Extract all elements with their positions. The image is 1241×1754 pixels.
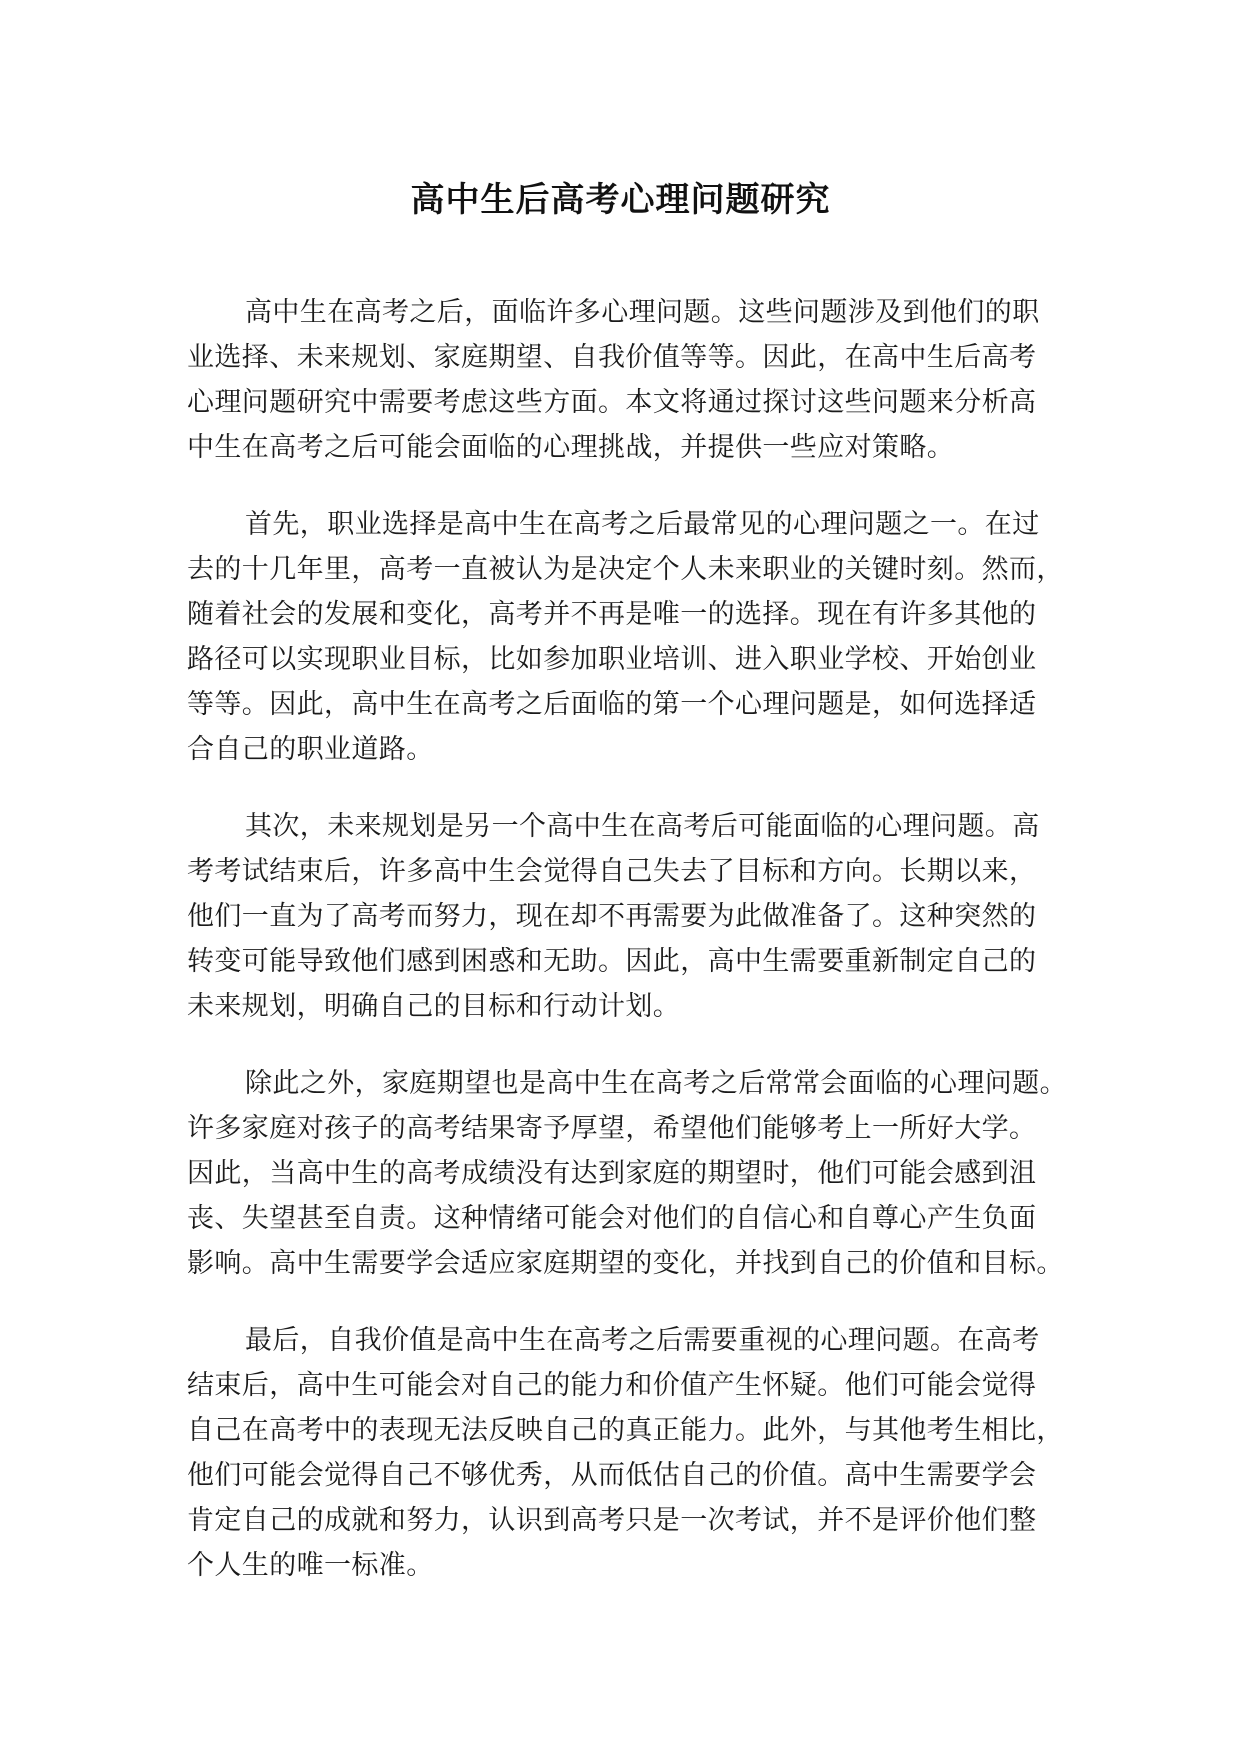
paragraph-line: 未来规划，明确自己的目标和行动计划。 — [187, 991, 681, 1022]
paragraph-line: 他们可能会觉得自己不够优秀，从而低估自己的价值。高中生需要学会 — [187, 1460, 1037, 1491]
paragraph-line: 因此，当高中生的高考成绩没有达到家庭的期望时，他们可能会感到沮 — [187, 1158, 1037, 1189]
paragraph-line: 自己在高考中的表现无法反映自己的真正能力。此外，与其他考生相比， — [187, 1415, 1064, 1446]
paragraph-line: 他们一直为了高考而努力，现在却不再需要为此做准备了。这种突然的 — [187, 901, 1037, 932]
paragraph-line: 路径可以实现职业目标，比如参加职业培训、进入职业学校、开始创业 — [187, 644, 1037, 675]
paragraph-self-worth — [187, 1318, 1087, 1588]
paragraph-line: 合自己的职业道路。 — [187, 734, 434, 765]
paragraph-line: 影响。高中生需要学会适应家庭期望的变化，并找到自己的价值和目标。 — [187, 1248, 1064, 1279]
paragraph-line: 转变可能导致他们感到困惑和无助。因此，高中生需要重新制定自己的 — [187, 946, 1037, 977]
paragraph-line: 等等。因此，高中生在高考之后面临的第一个心理问题是，如何选择适 — [187, 689, 1037, 720]
paragraph-family-expectation — [187, 1061, 1087, 1286]
paragraph-line: 考考试结束后，许多高中生会觉得自己失去了目标和方向。长期以来， — [187, 856, 1037, 887]
paragraph-line: 心理问题研究中需要考虑这些方面。本文将通过探讨这些问题来分析高 — [187, 387, 1037, 418]
paragraph-line: 肯定自己的成就和努力，认识到高考只是一次考试，并不是评价他们整 — [187, 1505, 1037, 1536]
paragraph-line: 其次，未来规划是另一个高中生在高考后可能面临的心理问题。高 — [245, 811, 1040, 842]
paragraph-line: 首先，职业选择是高中生在高考之后最常见的心理问题之一。在过 — [245, 509, 1040, 540]
paragraph-career-choice — [187, 502, 1087, 772]
paragraph-intro — [187, 290, 1087, 470]
paragraph-line: 业选择、未来规划、家庭期望、自我价值等等。因此，在高中生后高考 — [187, 342, 1037, 373]
paragraph-line: 丧、失望甚至自责。这种情绪可能会对他们的自信心和自尊心产生负面 — [187, 1203, 1037, 1234]
paragraph-line: 结束后，高中生可能会对自己的能力和价值产生怀疑。他们可能会觉得 — [187, 1370, 1037, 1401]
paragraph-line: 中生在高考之后可能会面临的心理挑战，并提供一些应对策略。 — [187, 432, 955, 463]
document-title: 高中生后高考心理问题研究 — [410, 180, 831, 220]
paragraph-line: 随着社会的发展和变化，高考并不再是唯一的选择。现在有许多其他的 — [187, 599, 1037, 630]
paragraph-line: 许多家庭对孩子的高考结果寄予厚望，希望他们能够考上一所好大学。 — [187, 1113, 1037, 1144]
paragraph-line: 除此之外，家庭期望也是高中生在高考之后常常会面临的心理问题。 — [245, 1068, 1067, 1099]
paragraph-line: 最后，自我价值是高中生在高考之后需要重视的心理问题。在高考 — [245, 1325, 1040, 1356]
paragraph-line: 高中生在高考之后，面临许多心理问题。这些问题涉及到他们的职 — [245, 297, 1040, 328]
paragraph-line: 去的十几年里，高考一直被认为是决定个人未来职业的关键时刻。然而， — [187, 554, 1064, 585]
paragraph-line: 个人生的唯一标准。 — [187, 1550, 434, 1581]
paragraph-future-planning — [187, 804, 1087, 1029]
document-body — [187, 290, 1087, 1620]
